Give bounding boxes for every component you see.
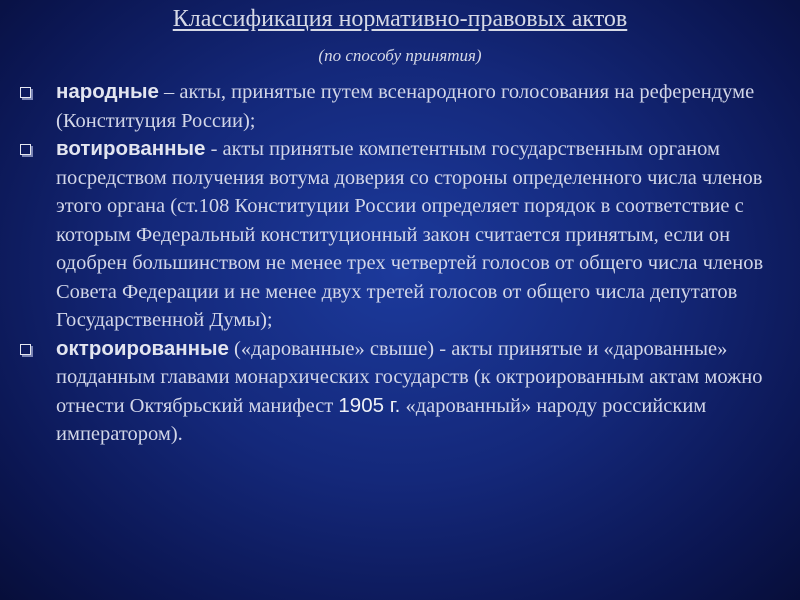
square-bullet-icon xyxy=(20,344,31,355)
slide-subtitle: (по способу принятия) xyxy=(318,46,482,65)
item-text: («дарованные» свыше) - акты принятые и «дарованные» подданным главами монархических государств (к октроированным актам можно отнести Октябрьский манифест xyxy=(56,337,763,417)
term-label: народные xyxy=(56,80,159,103)
year-text: 1905 г. xyxy=(338,393,401,417)
list-item-votirovannye xyxy=(14,135,784,335)
square-bullet-icon xyxy=(20,87,31,98)
slide-title: Классификация нормативно-правовых актов xyxy=(172,6,628,32)
item-text: - акты принятые компетентным государственным органом посредством получения вотума доверия со стороны определенного числа членов этого органа (ст.108 Конституции России определяет порядок в соответствие с которым Федеральный конституционный закон считается принятым, если он одобрен большинством не менее трех четвертей голосов от общего числа членов Совета Федерации и не менее двух третей голосов от общего числа депутатов Государственной Думы); xyxy=(56,138,764,331)
list-item-oktroirovannye xyxy=(14,335,784,449)
item-text: – акты, принятые путем всенародного голосования на референдуме (Конституция России); xyxy=(56,81,755,132)
list-item-narodnye xyxy=(14,78,784,135)
square-bullet-icon xyxy=(20,144,31,155)
term-label: вотированные xyxy=(56,137,206,160)
classification-list xyxy=(14,78,784,449)
term-label: октроированные xyxy=(56,336,229,360)
item-text-after: «дарованный» народу российским императором). xyxy=(56,394,707,445)
